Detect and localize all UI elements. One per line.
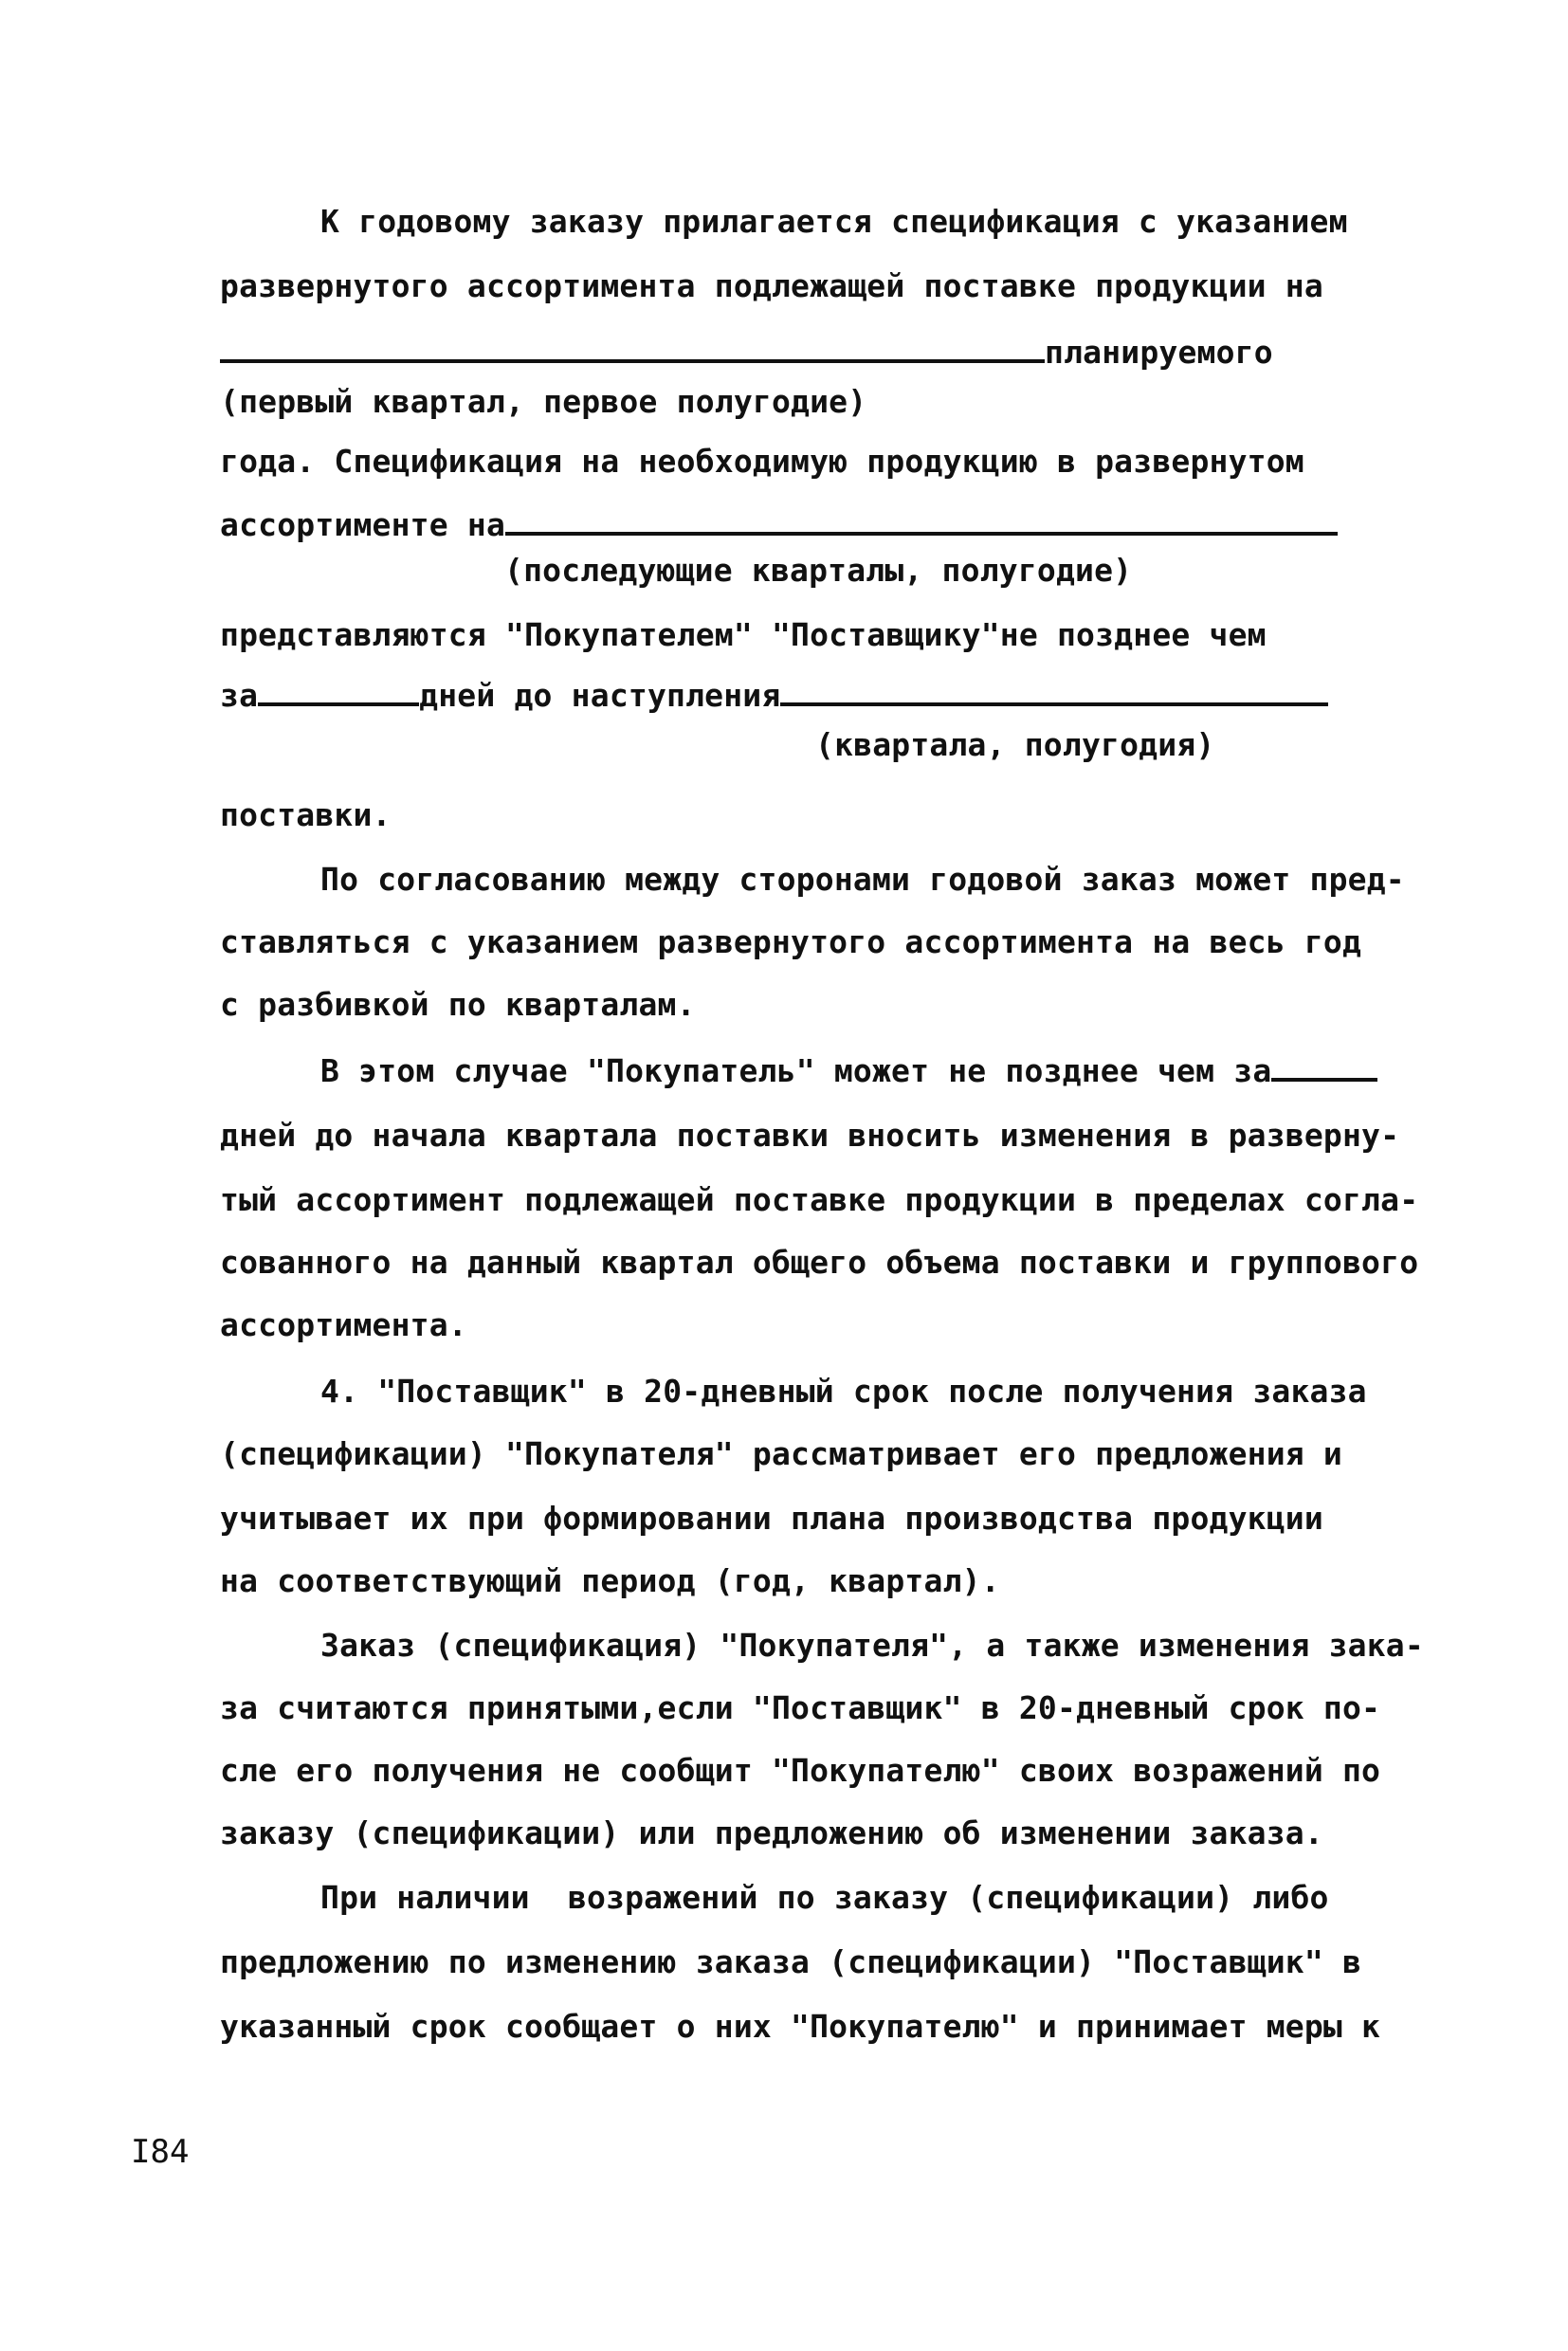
text-fragment: В этом случае "Покупатель" может не позднее чем за bbox=[320, 1052, 1272, 1089]
page-number: I84 bbox=[131, 2133, 190, 2171]
caption-line: (квартала, полугодия) bbox=[815, 726, 1215, 763]
text-line-with-blank bbox=[220, 675, 1328, 717]
text-line: указанный срок сообщает о них "Покупателю" и принимает меры к bbox=[220, 2008, 1381, 2045]
fill-in-blank bbox=[505, 507, 1338, 536]
text-fragment: дней до наступления bbox=[419, 677, 781, 714]
text-line: сле его получения не сообщит "Покупателю" своих возражений по bbox=[220, 1752, 1381, 1789]
text-line: При наличии возражений по заказу (спецификации) либо bbox=[320, 1879, 1329, 1916]
text-line: тый ассортимент подлежащей поставке продукции в пределах согла- bbox=[220, 1181, 1419, 1218]
text-line: поставки. bbox=[220, 796, 392, 833]
text-line: на соответствующий период (год, квартал). bbox=[220, 1562, 1000, 1599]
text-line-with-blank bbox=[220, 332, 1273, 374]
text-line: представляются "Покупателем" "Поставщику"не позднее чем bbox=[220, 616, 1267, 653]
text-line: По согласованию между сторонами годовой заказ может пред- bbox=[320, 861, 1405, 898]
text-line: учитывает их при формировании плана производства продукции bbox=[220, 1500, 1323, 1537]
text-line: ставляться с указанием развернутого ассортимента на весь год bbox=[220, 923, 1362, 960]
text-line: предложению по изменению заказа (спецификации) "Поставщик" в bbox=[220, 1943, 1362, 1980]
caption-line: (первый квартал, первое полугодие) bbox=[220, 383, 867, 420]
text-fragment: ассортименте на bbox=[220, 506, 506, 543]
fill-in-blank bbox=[1271, 1053, 1377, 1082]
text-line: 4. "Поставщик" в 20-дневный срок после получения заказа bbox=[320, 1373, 1367, 1410]
text-line: К годовому заказу прилагается спецификация с указанием bbox=[320, 203, 1348, 240]
text-line: развернутого ассортимента подлежащей поставке продукции на bbox=[220, 267, 1323, 304]
text-fragment: за bbox=[220, 677, 259, 714]
text-line: за считаются принятыми,если "Поставщик" в 20-дневный срок по- bbox=[220, 1689, 1381, 1726]
text-line: (спецификации) "Покупателя" рассматривает его предложения и bbox=[220, 1435, 1342, 1472]
text-line: сованного на данный квартал общего объема поставки и группового bbox=[220, 1244, 1419, 1281]
text-line-with-blank bbox=[220, 504, 1338, 546]
fill-in-blank bbox=[780, 678, 1328, 706]
caption-line: (последующие кварталы, полугодие) bbox=[504, 552, 1133, 589]
text-line: года. Спецификация на необходимую продукцию в развернутом bbox=[220, 443, 1304, 480]
text-line: ассортимента. bbox=[220, 1306, 467, 1343]
text-fragment: планируемого bbox=[1045, 334, 1273, 371]
text-line: дней до начала квартала поставки вносить изменения в разверну- bbox=[220, 1117, 1400, 1154]
text-line-with-blank bbox=[320, 1050, 1377, 1092]
text-line: Заказ (спецификация) "Покупателя", а также изменения зака- bbox=[320, 1627, 1424, 1664]
text-line: с разбивкой по кварталам. bbox=[220, 986, 696, 1023]
fill-in-blank bbox=[220, 335, 1045, 363]
fill-in-blank bbox=[258, 678, 419, 706]
text-line: заказу (спецификации) или предложению об изменении заказа. bbox=[220, 1814, 1323, 1851]
